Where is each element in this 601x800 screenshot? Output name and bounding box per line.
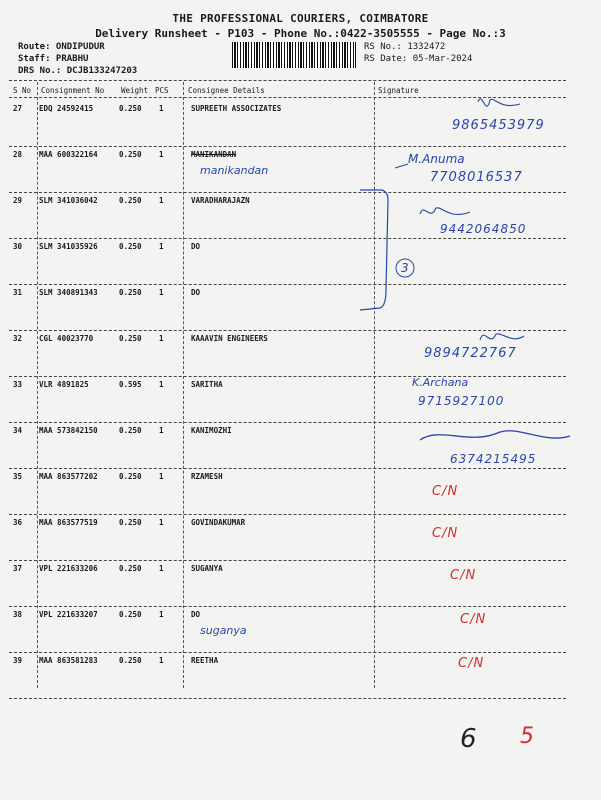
handwritten-signature-entry: C/N	[460, 612, 487, 627]
weight: 0.250	[119, 334, 142, 343]
handwritten-signature-entry: 9865453979	[452, 118, 545, 133]
weight: 0.250	[119, 426, 142, 435]
pieces: 1	[159, 656, 164, 665]
sno: 36	[13, 518, 23, 527]
weight: 0.250	[119, 610, 142, 619]
signature-scribble	[478, 99, 520, 106]
signature-scribble	[420, 208, 470, 215]
col-header-signature: Signature	[378, 86, 419, 95]
rs-number: RS No.: 1332472	[364, 42, 446, 52]
pieces: 1	[159, 426, 164, 435]
consignment-number: EDQ 24592415	[39, 104, 94, 113]
consignee-name: SARITHA	[191, 380, 223, 389]
handwritten-signature-entry: 9894722767	[424, 346, 517, 361]
consignment-number: CGL 40023770	[39, 334, 94, 343]
weight: 0.595	[119, 380, 142, 389]
footer-mark-right: 5	[520, 724, 534, 749]
sno: 30	[13, 242, 23, 251]
weight: 0.250	[119, 242, 142, 251]
bracket-count: 3	[401, 261, 409, 275]
runsheet-subtitle: Delivery Runsheet - P103 - Phone No.:0422-3505555 - Page No.:3	[95, 27, 506, 40]
consignment-number: MAA 863581283	[39, 656, 98, 665]
sno: 34	[13, 426, 23, 435]
signature-scribble	[395, 164, 408, 168]
signer-name-33: K.Archana	[412, 376, 469, 389]
sno: 29	[13, 196, 23, 205]
sno: 39	[13, 656, 23, 665]
consignment-number: SLM 340891343	[39, 288, 98, 297]
handwritten-signature-entry: C/N	[450, 568, 477, 583]
col-header-consignee: Consignee Details	[188, 86, 265, 95]
sno: 37	[13, 564, 23, 573]
consignee-name: DO	[191, 610, 201, 619]
handwritten-signature-entry: 9715927100	[418, 394, 505, 408]
sno: 31	[13, 288, 23, 297]
consignment-number: VPL 221633207	[39, 610, 98, 619]
pieces: 1	[159, 150, 164, 159]
sno: 32	[13, 334, 23, 343]
signature-scribble	[480, 334, 524, 340]
handwritten-signature-entry: 9442064850	[440, 222, 527, 236]
consignee-name: GOVINDAKUMAR	[191, 518, 246, 527]
company-title: THE PROFESSIONAL COURIERS, COIMBATORE	[172, 12, 429, 25]
pieces: 1	[159, 610, 164, 619]
pieces: 1	[159, 196, 164, 205]
sno: 35	[13, 472, 23, 481]
weight: 0.250	[119, 150, 142, 159]
pieces: 1	[159, 242, 164, 251]
col-header-pcs: PCS	[155, 86, 169, 95]
handwritten-signature-entry: C/N	[458, 656, 485, 671]
pieces: 1	[159, 518, 164, 527]
consignee-name: MANIKANDAN	[191, 150, 237, 159]
weight: 0.250	[119, 656, 142, 665]
sno: 28	[13, 150, 23, 159]
bracket-circle	[396, 259, 414, 277]
consignee-name: DO	[191, 288, 201, 297]
sno: 27	[13, 104, 23, 113]
pieces: 1	[159, 380, 164, 389]
consignment-number: SLM 341035926	[39, 242, 98, 251]
weight: 0.250	[119, 564, 142, 573]
weight: 0.250	[119, 288, 142, 297]
pieces: 1	[159, 472, 164, 481]
pieces: 1	[159, 104, 164, 113]
consignee-name: DO	[191, 242, 201, 251]
consignee-name: REETHA	[191, 656, 219, 665]
col-header-consignment: Consignment No	[41, 86, 105, 95]
handwritten-signature-entry: C/N	[432, 526, 459, 541]
consignment-number: SLM 341036042	[39, 196, 98, 205]
bracket-stroke	[360, 190, 388, 310]
consignee-name: KAAAVIN ENGINEERS	[191, 334, 268, 343]
pieces: 1	[159, 288, 164, 297]
pieces: 1	[159, 334, 164, 343]
consignee-name: KANIMOZHI	[191, 426, 232, 435]
sno: 38	[13, 610, 23, 619]
handwritten-signature-entry: 6374215495	[450, 452, 537, 466]
consignment-number: VLR 4891825	[39, 380, 89, 389]
handwritten-consignee-note: manikandan	[200, 164, 269, 177]
consignment-number: MAA 600322164	[39, 150, 98, 159]
signature-scribble	[420, 431, 570, 440]
col-header-weight: Weight	[121, 86, 149, 95]
weight: 0.250	[119, 104, 142, 113]
handwritten-signature-entry: C/N	[432, 484, 459, 499]
consignment-number: MAA 573842150	[39, 426, 98, 435]
staff-label: Staff: PRABHU	[18, 54, 89, 64]
consignment-number: MAA 863577202	[39, 472, 98, 481]
handwritten-consignee-note: suganya	[200, 624, 247, 637]
consignee-name: VARADHARAJAZN	[191, 196, 250, 205]
route-label: Route: ONDIPUDUR	[18, 42, 105, 52]
weight: 0.250	[119, 196, 142, 205]
weight: 0.250	[119, 472, 142, 481]
consignee-name: SUPREETH ASSOCIZATES	[191, 104, 282, 113]
handwritten-signature-entry: 7708016537	[430, 170, 523, 185]
consignment-number: MAA 863577519	[39, 518, 98, 527]
rs-date: RS Date: 05-Mar-2024	[364, 54, 473, 64]
signer-name-28: M.Anuma	[408, 152, 465, 166]
sno: 33	[13, 380, 23, 389]
pieces: 1	[159, 564, 164, 573]
consignee-name: RZAMESH	[191, 472, 223, 481]
drs-number: DRS No.: DCJB133247203	[18, 66, 138, 76]
weight: 0.250	[119, 518, 142, 527]
footer-mark-left: 6	[460, 724, 477, 754]
col-header-sno: S No	[13, 86, 32, 95]
consignment-number: VPL 221633206	[39, 564, 98, 573]
consignee-name: SUGANYA	[191, 564, 223, 573]
